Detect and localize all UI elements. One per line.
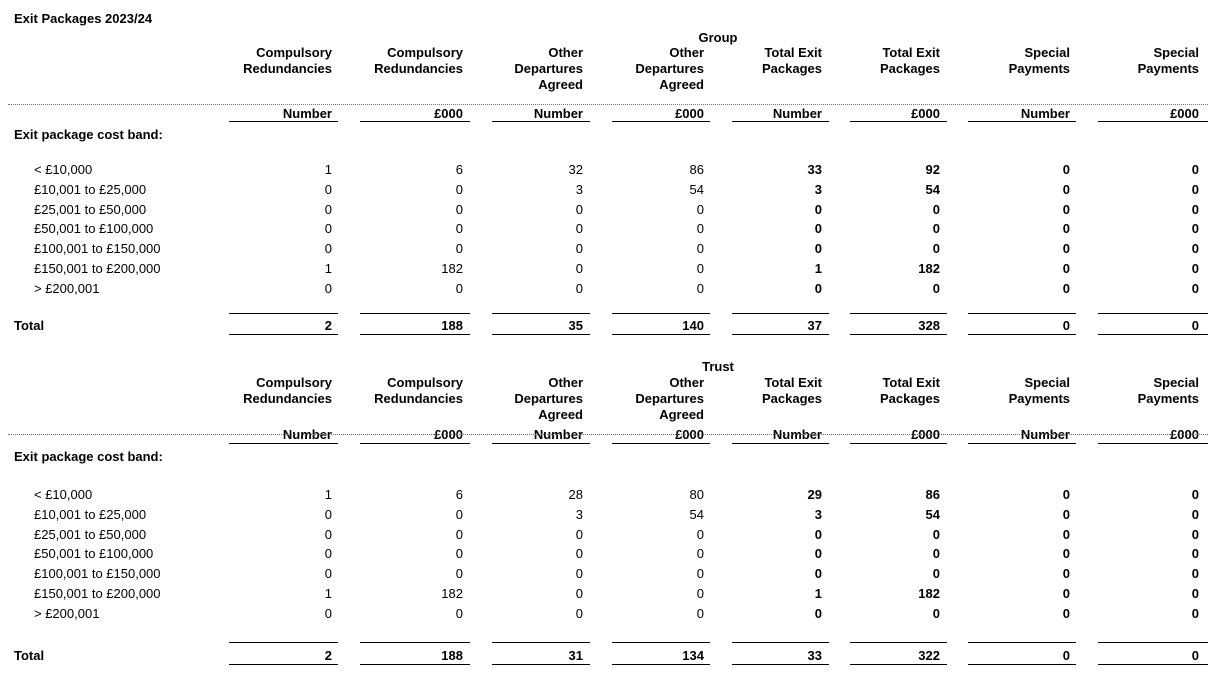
column-header-line: Redundancies <box>243 391 332 406</box>
section-name: Trust <box>702 359 734 374</box>
cell-value: 0 <box>455 280 463 296</box>
column-header-line: Departures <box>635 391 704 406</box>
unit-underline <box>360 443 470 444</box>
cell-value: 0 <box>932 280 940 296</box>
cell-value: 0 <box>324 181 332 197</box>
cell-value: 32 <box>568 162 583 177</box>
cell-value: 182 <box>918 586 940 601</box>
cell-value: 0 <box>1062 280 1070 296</box>
total-value: 0 <box>1062 318 1070 333</box>
cell-value: 0 <box>1191 605 1199 621</box>
cell-value: 0 <box>1191 280 1199 296</box>
total-top-line <box>229 642 338 643</box>
cell-value: 0 <box>1062 526 1070 542</box>
column-header-line: Agreed <box>538 407 583 422</box>
cell-value: 0 <box>1062 201 1070 217</box>
cell-value: 0 <box>1062 605 1070 621</box>
cell-value: 0 <box>455 605 463 621</box>
total-top-line <box>968 313 1076 314</box>
cell-value: 3 <box>575 506 583 522</box>
cell-value: 0 <box>575 261 583 276</box>
cell-value: 182 <box>441 586 463 601</box>
row-label: £150,001 to £200,000 <box>34 261 161 276</box>
unit-underline <box>968 443 1076 444</box>
total-bottom-line <box>968 334 1076 335</box>
column-unit: Number <box>772 427 822 442</box>
cell-value: 0 <box>696 586 704 601</box>
cell-value: 1 <box>324 162 332 177</box>
dotted-separator <box>8 434 1208 435</box>
column-header <box>212 45 332 77</box>
column-header <box>343 375 463 407</box>
total-value: 188 <box>441 318 463 333</box>
column-header-line: Total Exit <box>764 45 822 60</box>
total-value: 35 <box>568 318 583 333</box>
column-header-line: Payments <box>1008 391 1070 406</box>
cell-value: 0 <box>932 221 940 237</box>
cell-value: 0 <box>696 241 704 257</box>
column-header <box>343 45 463 77</box>
cell-value: 0 <box>1191 566 1199 582</box>
cell-value: 0 <box>1191 221 1199 237</box>
cell-value: 0 <box>324 605 332 621</box>
cell-value: 0 <box>1191 241 1199 257</box>
total-value: 2 <box>324 318 332 333</box>
column-header-line: Special <box>1153 45 1199 60</box>
row-label: > £200,001 <box>34 280 100 296</box>
column-header-line: Other <box>669 375 704 390</box>
column-header-line: Departures <box>514 391 583 406</box>
row-label: £150,001 to £200,000 <box>34 586 161 601</box>
column-header <box>820 45 940 77</box>
column-header-line: Redundancies <box>374 391 463 406</box>
column-header-line: Special <box>1024 375 1070 390</box>
column-unit: Number <box>282 106 332 121</box>
column-header-line: Payments <box>1137 391 1199 406</box>
cell-value: 0 <box>1191 586 1199 601</box>
cell-value: 0 <box>1191 261 1199 276</box>
total-top-line <box>850 642 947 643</box>
cell-value: 0 <box>814 280 822 296</box>
cell-value: 0 <box>1062 261 1070 276</box>
column-header-line: Other <box>548 45 583 60</box>
column-header-line: Compulsory <box>387 45 463 60</box>
cell-value: 1 <box>324 261 332 276</box>
total-bottom-line <box>850 664 947 665</box>
cell-value: 1 <box>324 487 332 502</box>
column-header-line: Packages <box>880 61 940 76</box>
cell-value: 92 <box>925 162 940 177</box>
cell-value: 28 <box>568 487 583 502</box>
total-bottom-line <box>360 334 470 335</box>
total-top-line <box>732 313 829 314</box>
cell-value: 0 <box>1062 162 1070 177</box>
cell-value: 0 <box>696 605 704 621</box>
unit-underline <box>850 121 947 122</box>
cell-value: 0 <box>455 181 463 197</box>
cell-value: 0 <box>814 566 822 582</box>
cell-value: 0 <box>814 526 822 542</box>
column-unit: £000 <box>675 427 704 442</box>
column-header <box>702 375 822 407</box>
cell-value: 0 <box>814 201 822 217</box>
total-value: 0 <box>1191 318 1199 333</box>
total-bottom-line <box>732 664 829 665</box>
cell-value: 0 <box>1062 586 1070 601</box>
cell-value: 0 <box>455 221 463 237</box>
cell-value: 0 <box>1062 221 1070 237</box>
cost-band-label: Exit package cost band: <box>14 449 163 464</box>
row-label: £25,001 to £50,000 <box>34 201 147 217</box>
total-bottom-line <box>732 334 829 335</box>
cell-value: 0 <box>932 546 940 562</box>
total-value: 37 <box>807 318 822 333</box>
total-bottom-line <box>1098 334 1208 335</box>
total-value: 134 <box>682 648 704 663</box>
cell-value: 54 <box>925 181 940 197</box>
column-header-line: Packages <box>762 61 822 76</box>
unit-underline <box>229 443 338 444</box>
cell-value: 1 <box>814 261 822 276</box>
cell-value: 0 <box>455 566 463 582</box>
column-unit: Number <box>1020 106 1070 121</box>
cell-value: 0 <box>814 546 822 562</box>
total-value: 33 <box>807 648 822 663</box>
cell-value: 0 <box>696 221 704 237</box>
column-header <box>1079 45 1199 77</box>
total-bottom-line <box>968 664 1076 665</box>
row-label: > £200,001 <box>34 605 100 621</box>
cell-value: 86 <box>925 487 940 502</box>
column-header <box>702 45 822 77</box>
cell-value: 0 <box>575 526 583 542</box>
cell-value: 0 <box>696 201 704 217</box>
unit-underline <box>360 121 470 122</box>
cell-value: 0 <box>696 546 704 562</box>
column-unit: Number <box>772 106 822 121</box>
cell-value: 0 <box>932 526 940 542</box>
column-header-line: Redundancies <box>243 61 332 76</box>
cell-value: 0 <box>696 280 704 296</box>
cell-value: 0 <box>324 201 332 217</box>
row-label: £100,001 to £150,000 <box>34 566 161 582</box>
column-header-line: Special <box>1153 375 1199 390</box>
dotted-separator <box>8 104 1208 105</box>
cell-value: 0 <box>814 605 822 621</box>
column-unit: Number <box>1020 427 1070 442</box>
total-value: 2 <box>324 648 332 663</box>
cell-value: 33 <box>807 162 822 177</box>
column-unit: £000 <box>911 106 940 121</box>
column-header-line: Compulsory <box>256 375 332 390</box>
cell-value: 54 <box>689 506 704 522</box>
cell-value: 86 <box>689 162 704 177</box>
column-header-line: Other <box>669 45 704 60</box>
unit-underline <box>732 443 829 444</box>
cell-value: 0 <box>575 241 583 257</box>
column-header-line: Total Exit <box>764 375 822 390</box>
total-bottom-line <box>850 334 947 335</box>
cell-value: 0 <box>575 280 583 296</box>
cell-value: 0 <box>324 546 332 562</box>
cell-value: 0 <box>324 221 332 237</box>
row-label: £50,001 to £100,000 <box>34 221 154 237</box>
column-header-line: Total Exit <box>882 375 940 390</box>
column-unit: Number <box>533 106 583 121</box>
section-name: Group <box>698 30 738 45</box>
cell-value: 0 <box>324 280 332 296</box>
column-header-line: Redundancies <box>374 61 463 76</box>
cell-value: 0 <box>696 526 704 542</box>
cell-value: 0 <box>455 506 463 522</box>
row-label: < £10,000 <box>34 162 93 177</box>
cell-value: 0 <box>324 241 332 257</box>
total-top-line <box>360 313 470 314</box>
cell-value: 1 <box>324 586 332 601</box>
column-header-line: Agreed <box>538 77 583 92</box>
total-bottom-line <box>360 664 470 665</box>
total-value: 322 <box>918 648 940 663</box>
cell-value: 0 <box>932 201 940 217</box>
cell-value: 0 <box>696 566 704 582</box>
total-top-line <box>732 642 829 643</box>
column-unit: Number <box>282 427 332 442</box>
cell-value: 0 <box>932 241 940 257</box>
cell-value: 0 <box>814 241 822 257</box>
cell-value: 0 <box>932 566 940 582</box>
column-header-line: Total Exit <box>882 45 940 60</box>
cell-value: 0 <box>575 586 583 601</box>
column-header-line: Payments <box>1008 61 1070 76</box>
column-unit: £000 <box>675 106 704 121</box>
row-label: £10,001 to £25,000 <box>34 506 147 522</box>
total-value: 188 <box>441 648 463 663</box>
cell-value: 0 <box>575 546 583 562</box>
total-top-line <box>850 313 947 314</box>
cost-band-label: Exit package cost band: <box>14 127 163 142</box>
total-top-line <box>1098 313 1208 314</box>
column-header <box>212 375 332 407</box>
column-header <box>820 375 940 407</box>
total-value: 31 <box>568 648 583 663</box>
column-unit: £000 <box>1170 106 1199 121</box>
cell-value: 0 <box>1062 566 1070 582</box>
unit-underline <box>492 121 590 122</box>
total-top-line <box>612 642 710 643</box>
column-header <box>950 375 1070 407</box>
row-label: £25,001 to £50,000 <box>34 526 147 542</box>
cell-value: 54 <box>689 181 704 197</box>
column-unit: £000 <box>911 427 940 442</box>
column-header-line: Other <box>548 375 583 390</box>
total-bottom-line <box>492 664 590 665</box>
cell-value: 54 <box>925 506 940 522</box>
row-label: £10,001 to £25,000 <box>34 181 147 197</box>
total-value: 328 <box>918 318 940 333</box>
cell-value: 0 <box>1191 546 1199 562</box>
cell-value: 0 <box>324 506 332 522</box>
cell-value: 0 <box>696 261 704 276</box>
column-header-line: Payments <box>1137 61 1199 76</box>
column-unit: £000 <box>434 427 463 442</box>
cell-value: 0 <box>575 566 583 582</box>
total-bottom-line <box>1098 664 1208 665</box>
unit-underline <box>1098 121 1208 122</box>
cell-value: 0 <box>1062 181 1070 197</box>
unit-underline <box>612 121 710 122</box>
column-header-line: Agreed <box>659 407 704 422</box>
cell-value: 3 <box>575 181 583 197</box>
cell-value: 0 <box>1062 241 1070 257</box>
unit-underline <box>732 121 829 122</box>
total-label: Total <box>14 648 45 663</box>
unit-underline <box>229 121 338 122</box>
cell-value: 0 <box>814 221 822 237</box>
cell-value: 0 <box>575 201 583 217</box>
column-unit: £000 <box>1170 427 1199 442</box>
column-header-line: Packages <box>880 391 940 406</box>
row-label: £50,001 to £100,000 <box>34 546 154 562</box>
column-unit: £000 <box>434 106 463 121</box>
cell-value: 0 <box>324 566 332 582</box>
column-header-line: Departures <box>635 61 704 76</box>
total-value: 140 <box>682 318 704 333</box>
row-label: < £10,000 <box>34 487 93 502</box>
total-top-line <box>492 313 590 314</box>
total-bottom-line <box>229 664 338 665</box>
cell-value: 6 <box>455 487 463 502</box>
total-bottom-line <box>229 334 338 335</box>
unit-underline <box>1098 443 1208 444</box>
column-header-line: Compulsory <box>256 45 332 60</box>
cell-value: 0 <box>455 201 463 217</box>
column-header <box>463 375 583 423</box>
column-header-line: Departures <box>514 61 583 76</box>
total-value: 0 <box>1062 648 1070 663</box>
column-header <box>584 45 704 93</box>
total-top-line <box>492 642 590 643</box>
cell-value: 182 <box>441 261 463 276</box>
unit-underline <box>968 121 1076 122</box>
column-header <box>950 45 1070 77</box>
cell-value: 1 <box>814 586 822 601</box>
cell-value: 0 <box>324 526 332 542</box>
total-value: 0 <box>1191 648 1199 663</box>
total-bottom-line <box>612 334 710 335</box>
cell-value: 6 <box>455 162 463 177</box>
unit-underline <box>850 443 947 444</box>
cell-value: 0 <box>455 241 463 257</box>
cell-value: 29 <box>807 487 822 502</box>
cell-value: 0 <box>455 526 463 542</box>
cell-value: 0 <box>932 605 940 621</box>
row-label: £100,001 to £150,000 <box>34 241 161 257</box>
column-header-line: Compulsory <box>387 375 463 390</box>
column-unit: Number <box>533 427 583 442</box>
column-header <box>1079 375 1199 407</box>
cell-value: 0 <box>1062 487 1070 502</box>
total-top-line <box>612 313 710 314</box>
cell-value: 0 <box>1062 546 1070 562</box>
cell-value: 182 <box>918 261 940 276</box>
column-header-line: Special <box>1024 45 1070 60</box>
column-header <box>584 375 704 423</box>
column-header <box>463 45 583 93</box>
cell-value: 0 <box>1191 526 1199 542</box>
cell-value: 0 <box>1191 487 1199 502</box>
cell-value: 0 <box>455 546 463 562</box>
total-label: Total <box>14 318 45 333</box>
cell-value: 0 <box>1191 181 1199 197</box>
total-top-line <box>229 313 338 314</box>
cell-value: 0 <box>575 605 583 621</box>
total-bottom-line <box>612 664 710 665</box>
total-top-line <box>968 642 1076 643</box>
cell-value: 3 <box>814 181 822 197</box>
unit-underline <box>492 443 590 444</box>
cell-value: 3 <box>814 506 822 522</box>
cell-value: 0 <box>1062 506 1070 522</box>
cell-value: 80 <box>689 487 704 502</box>
page-title: Exit Packages 2023/24 <box>14 11 153 26</box>
unit-underline <box>612 443 710 444</box>
cell-value: 0 <box>575 221 583 237</box>
column-header-line: Packages <box>762 391 822 406</box>
cell-value: 0 <box>1191 506 1199 522</box>
total-top-line <box>1098 642 1208 643</box>
cell-value: 0 <box>1191 162 1199 177</box>
cell-value: 0 <box>1191 201 1199 217</box>
column-header-line: Agreed <box>659 77 704 92</box>
total-top-line <box>360 642 470 643</box>
total-bottom-line <box>492 334 590 335</box>
